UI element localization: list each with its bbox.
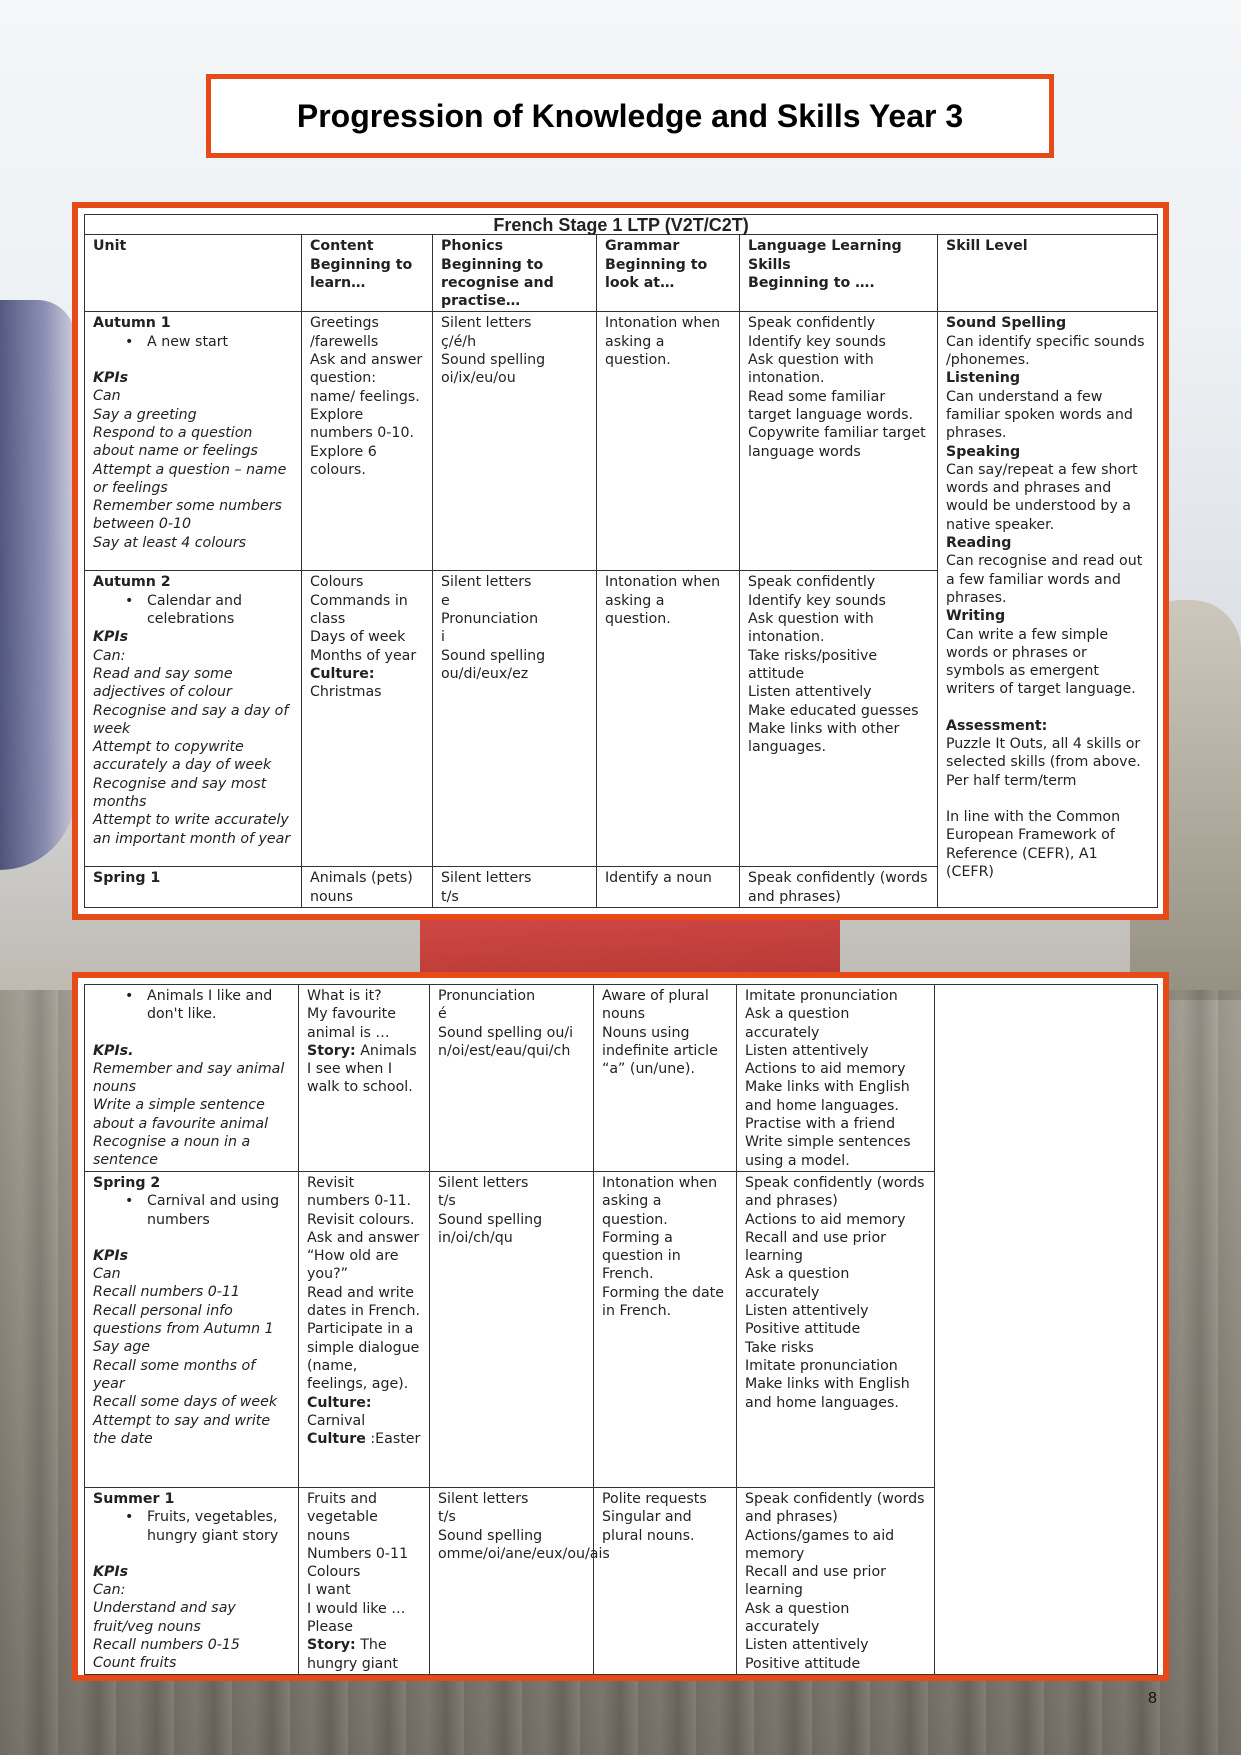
table-title: French Stage 1 LTP (V2T/C2T) [85, 215, 1158, 235]
cell-phonics-autumn-2: Silent letters e Pronunciation i Sound spelling ou/di/eux/ez [433, 571, 597, 867]
header-content: Content Beginning to learn… [302, 235, 433, 312]
cell-phonics-spring-1-top: Silent letters t/s [433, 867, 597, 908]
cell-content-summer-1: Fruits and vegetable nouns Numbers 0-11 Colours I want I would like … Please Story: The hungry giant [299, 1488, 430, 1675]
cell-phonics-autumn-1: Silent letters ç/é/h Sound spelling oi/ix/eu/ou [433, 312, 597, 571]
cell-skills-autumn-2: Speak confidently Identify key sounds Ask question with intonation. Take risks/positive attitude Listen attentively Make educated guesses Make links with other languages. [740, 571, 938, 867]
table-frame-2 [72, 972, 1169, 1681]
page-number: 8 [1148, 1690, 1157, 1707]
header-skill-level: Skill Level [938, 235, 1158, 312]
cell-unit-summer-1: Summer 1 • Fruits, vegetables, hungry giant story KPIs Can: Understand and say fruit/veg nouns Recall numbers 0-15 Count fruits [85, 1488, 299, 1675]
cell-content-spring-1: What is it? My favourite animal is … Story: Animals I see when I walk to school. [299, 985, 430, 1172]
ltp-table-part-2 [84, 984, 1158, 1675]
header-unit: Unit [85, 235, 302, 312]
cell-skill-level-empty [935, 985, 1158, 1675]
cell-grammar-spring-1: Aware of plural nouns Nouns using indefinite article “a” (un/une). [594, 985, 737, 1172]
cell-content-spring-2: Revisit numbers 0-11. Revisit colours. Ask and answer “How old are you?” Read and write dates in French. Participate in a simple dialogue (name, feelings, age). Culture: Carnival Culture :Easter [299, 1172, 430, 1488]
cell-skills-summer-1: Speak confidently (words and phrases) Actions/games to aid memory Recall and use prior learning Ask a question accurately Listen attentively Positive attitude [737, 1488, 935, 1675]
cell-skills-spring-2: Speak confidently (words and phrases) Actions to aid memory Recall and use prior learning Ask a question accurately Listen attentively Positive attitude Take risks Imitate pronunciation Make links with English and home languages. [737, 1172, 935, 1488]
cell-content-spring-1-top: Animals (pets) nouns [302, 867, 433, 908]
header-grammar: Grammar Beginning to look at… [597, 235, 740, 312]
ltp-table-part-1 [84, 214, 1158, 908]
cell-skills-autumn-1: Speak confidently Identify key sounds Ask question with intonation. Read some familiar target language words. Copywrite familiar target language words [740, 312, 938, 571]
cell-content-autumn-2: Colours Commands in class Days of week Months of year Culture: Christmas [302, 571, 433, 867]
cell-grammar-autumn-1: Intonation when asking a question. [597, 312, 740, 571]
header-skills: Language Learning Skills Beginning to …. [740, 235, 938, 312]
cell-phonics-spring-1: Pronunciation é Sound spelling ou/in/oi/est/eau/qui/ch [430, 985, 594, 1172]
cell-content-autumn-1: Greetings /farewells Ask and answer question: name/ feelings. Explore numbers 0-10. Explore 6 colours. [302, 312, 433, 571]
page-title: Progression of Knowledge and Skills Year 3 [296, 97, 964, 134]
cell-grammar-spring-1-top: Identify a noun [597, 867, 740, 908]
cell-grammar-summer-1: Polite requests Singular and plural nouns. [594, 1488, 737, 1675]
cell-unit-spring-2: Spring 2 • Carnival and using numbers KPIs Can Recall numbers 0-11 Recall personal info questions from Autumn 1 Say age Recall some months of year Recall some days of week Attempt to say and write the date [85, 1172, 299, 1488]
cell-phonics-spring-2: Silent letters t/s Sound spelling in/oi/ch/qu [430, 1172, 594, 1488]
row-spring-1-cont [85, 985, 1158, 1172]
background-flag [0, 300, 75, 870]
cell-grammar-spring-2: Intonation when asking a question. Forming a question in French. Forming the date in French. [594, 1172, 737, 1488]
header-row [85, 235, 1158, 312]
cell-skills-spring-1-top: Speak confidently (words and phrases) [740, 867, 938, 908]
cell-unit-autumn-1: Autumn 1 • A new start KPIs Can Say a greeting Respond to a question about name or feelings Attempt a question – name or feelings Remember some numbers between 0-10 Say at least 4 colours [85, 312, 302, 571]
header-phonics: Phonics Beginning to recognise and practise… [433, 235, 597, 312]
cell-skill-level: Sound Spelling Can identify specific sounds /phonemes. Listening Can understand a few familiar spoken words and phrases. Speaking Can say/repeat a few short words and phrases and would be understood by a native speaker. Reading Can recognise and read out a few familiar words and phrases. Writing Can write a few simple words or phrases or symbols as emergent writers of target language. Assessment: Puzzle It Outs, all 4 skills or selected skills (from above. Per half term/term In line with the Common European Framework of Reference (CEFR), A1 (CEFR) [938, 312, 1158, 908]
table-frame-1 [72, 202, 1169, 920]
cell-unit-autumn-2: Autumn 2 • Calendar and celebrations KPIs Can: Read and say some adjectives of colour Recognise and say a day of week Attempt to copywrite accurately a day of week Recognise and say most months Attempt to write accurately an important month of year [85, 571, 302, 867]
row-autumn-1 [85, 312, 1158, 571]
cell-unit-spring-1-cont: • Animals I like and don't like. KPIs. Remember and say animal nouns Write a simple sentence about a favourite animal Recognise a noun in a sentence [85, 985, 299, 1172]
cell-unit-spring-1: Spring 1 [85, 867, 302, 908]
cell-skills-spring-1: Imitate pronunciation Ask a question accurately Listen attentively Actions to aid memory Make links with English and home languages. Practise with a friend Write simple sentences using a model. [737, 985, 935, 1172]
cell-phonics-summer-1: Silent letters t/s Sound spelling omme/oi/ane/eux/ou/ais [430, 1488, 594, 1675]
title-box [206, 74, 1054, 158]
cell-grammar-autumn-2: Intonation when asking a question. [597, 571, 740, 867]
